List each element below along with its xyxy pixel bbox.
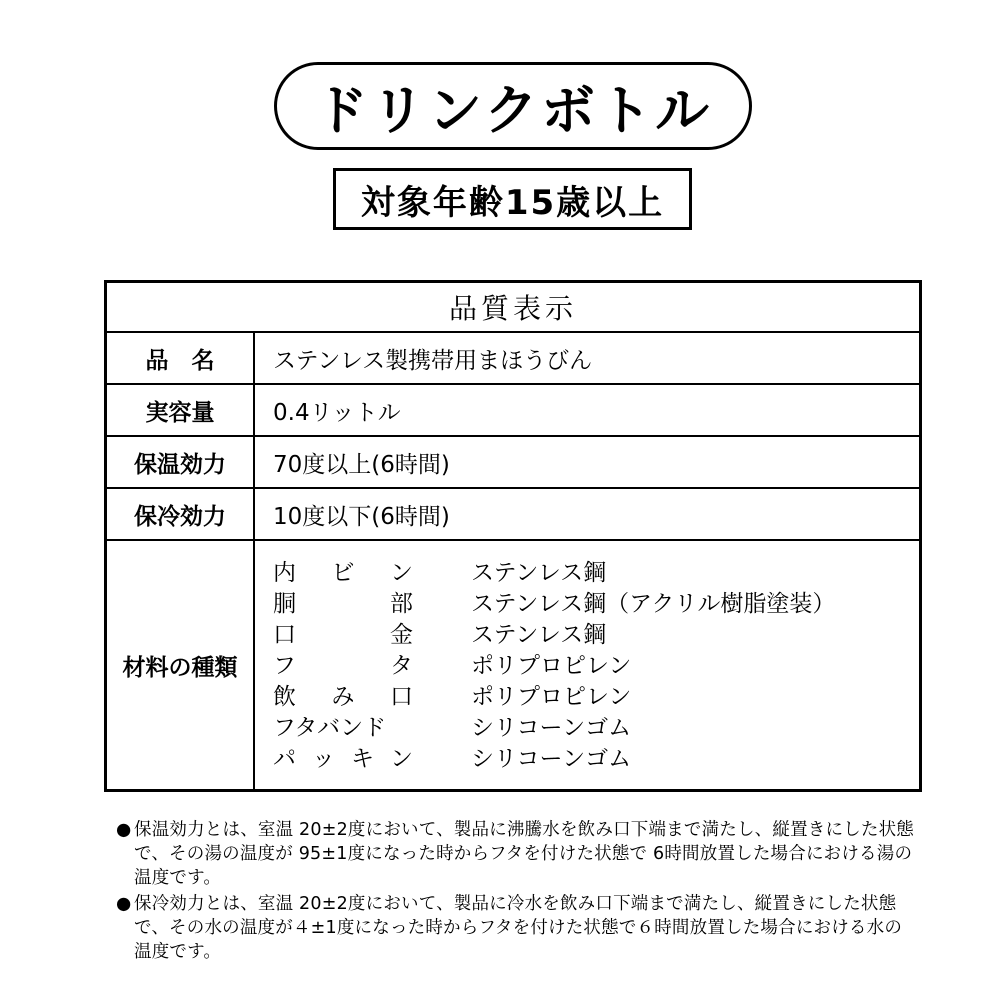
material-part [273, 740, 413, 773]
material-part [273, 709, 413, 742]
material-item [273, 648, 915, 679]
part-char: フ [273, 653, 296, 679]
part-char: ッ [312, 746, 335, 772]
row-label: 品 名 [107, 333, 255, 383]
material-name: ステンレス鋼 [471, 560, 607, 586]
material-item [273, 586, 915, 617]
material-item [273, 679, 915, 710]
material-part [273, 585, 413, 618]
materials-list [273, 555, 915, 772]
product-title: ドリンクボトル [274, 62, 752, 150]
age-label: 対象年齢15歳以上 [333, 168, 692, 230]
row-value: 70度以上(6時間) [273, 451, 450, 478]
part-char: 金 [390, 622, 413, 648]
row-heat-retention [107, 437, 919, 489]
material-item [273, 617, 915, 648]
part-char: ビ [331, 560, 355, 586]
row-value: 10度以下(6時間) [273, 503, 450, 530]
note-text: 保冷効力とは、室温 20±2度において、製品に冷水を飲み口下端まで満たし、縦置きにした状態で、その水の温度が４±1度になった時からフタを付けた状態で６時間放置した場合における水の温度です。 [134, 894, 903, 962]
table-header: 品質表示 [107, 283, 919, 333]
material-name: ポリプロピレン [471, 684, 632, 710]
part-char: 胴 [273, 591, 296, 617]
bullet-icon: ● [116, 820, 132, 840]
material-name: シリコーンゴム [471, 715, 632, 741]
part-char: 部 [390, 591, 413, 617]
part-char: 口 [390, 684, 413, 710]
material-item [273, 710, 915, 741]
note-item [116, 818, 916, 890]
material-name: ステンレス鋼（アクリル樹脂塗装） [471, 591, 836, 617]
row-label: 実容量 [107, 385, 255, 435]
part-char: キ [351, 746, 374, 772]
bullet-icon: ● [116, 894, 132, 914]
row-materials [107, 541, 919, 789]
quality-label-table [104, 280, 922, 792]
part-char: み [331, 684, 355, 710]
part-char: 飲 [273, 684, 296, 710]
part-char: 内 [273, 560, 296, 586]
part-char: タ [390, 653, 413, 679]
material-part [273, 647, 413, 680]
note-text: 保温効力とは、室温 20±2度において、製品に沸騰水を飲み口下端まで満たし、縦置きにした状態で、その湯の温度が 95±1度になった時からフタを付けた状態で 6時間放置した場合における湯の温度です。 [134, 820, 914, 888]
row-label: 保温効力 [107, 437, 255, 487]
row-value: 0.4リットル [273, 399, 401, 426]
material-item [273, 741, 915, 772]
material-part [273, 616, 413, 649]
notes-section [116, 818, 916, 966]
part-char: 口 [273, 622, 296, 648]
material-name: ステンレス鋼 [471, 622, 607, 648]
row-capacity [107, 385, 919, 437]
row-label: 保冷効力 [107, 489, 255, 539]
note-item [116, 892, 916, 964]
part-char: パ [273, 746, 296, 772]
row-product-name [107, 333, 919, 385]
material-name: シリコーンゴム [471, 746, 632, 772]
part-char: ン [390, 560, 413, 586]
material-part [273, 678, 413, 711]
material-item [273, 555, 915, 586]
row-cold-retention [107, 489, 919, 541]
row-label: 材料の種類 [107, 541, 255, 789]
part-char: ン [390, 746, 413, 772]
row-value: ステンレス製携帯用まほうびん [273, 347, 593, 374]
material-name: ポリプロピレン [471, 653, 632, 679]
part-char: フタバンド [273, 715, 387, 741]
material-part [273, 554, 413, 587]
